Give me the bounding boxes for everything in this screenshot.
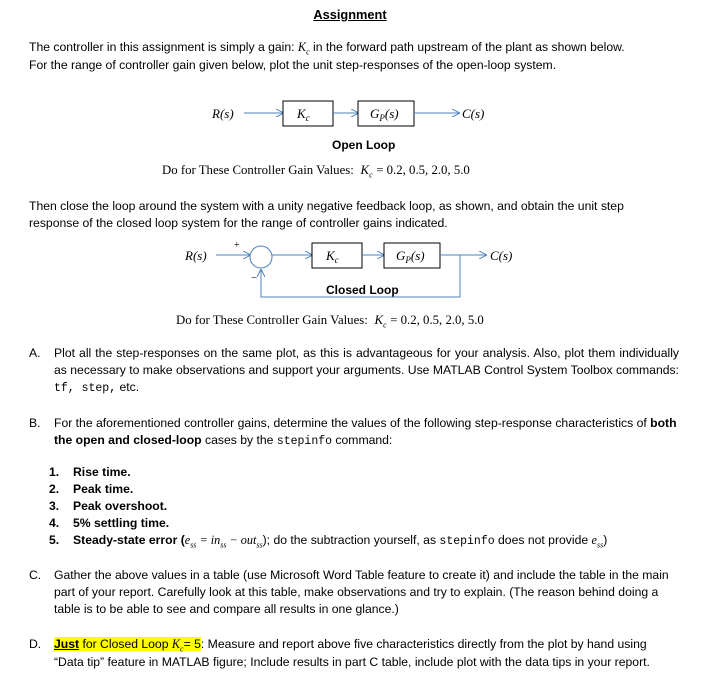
item-d — [29, 636, 679, 671]
closed-loop-caption: Closed Loop — [326, 283, 399, 297]
item-a-letter: A. — [29, 346, 41, 360]
kc-symbol: $K_c$ — [297, 40, 310, 57]
list-number: 5. — [49, 533, 60, 547]
item-a — [29, 345, 679, 397]
list-5-body: Steady-state error $(e_{ss} = in_{ss} - out_{ss})$; do the subtraction yourself, as stepinfo does not provide $e_{ss}$) — [73, 533, 608, 550]
item-b-code: stepinfo — [276, 434, 333, 448]
page-title: Assignment — [313, 7, 387, 22]
list-item-5 — [49, 532, 709, 550]
item-d-highlight — [54, 637, 201, 654]
item-d-text: : Measure and report above five characteristics directly from the plot by hand using “Data tip” feature in MATLAB figure; Include results in part C table, include plot with the data tips in your report. — [54, 637, 650, 670]
cl-minus-sign: − — [251, 272, 258, 284]
cl-output-label: C(s) — [490, 248, 513, 263]
list-number: 2. — [49, 482, 60, 496]
list-text: 5% settling time. — [73, 516, 170, 530]
item-b-text-c: command: — [332, 432, 393, 447]
list-number: 4. — [49, 516, 60, 530]
intro-paragraph — [29, 39, 679, 74]
cl-gain-label: Do for These Controller Gain Values: — [176, 313, 368, 327]
list-number: 3. — [49, 499, 60, 513]
ess-formula: $e_{ss} = in_{ss} - out_{ss}$ — [184, 533, 263, 550]
closed-intro-b: response of the closed loop system for the range of controller gains indicated. — [29, 215, 448, 230]
cl-plant-label: $G_P(s)$ — [396, 248, 425, 265]
list-5-b: ); do the subtraction yourself, as — [262, 533, 440, 547]
list-text: Peak overshoot. — [73, 499, 168, 513]
list-5-c: does not provide — [494, 533, 592, 547]
list-text: Rise time. — [73, 465, 131, 479]
closed-loop-diagram — [0, 236, 722, 316]
item-c-letter: C. — [29, 568, 42, 582]
item-b — [29, 415, 679, 450]
item-d-hl-text: for Closed Loop — [79, 637, 172, 651]
closed-intro-a: Then close the loop around the system with a unity negative feedback loop, as shown, and obtain the unit step — [29, 199, 624, 213]
ess-symbol: $e_{ss}$ — [591, 533, 604, 550]
item-a-body — [54, 345, 679, 397]
item-d-kc: $K_c$ — [171, 637, 184, 654]
item-a-code: tf, step, — [54, 381, 117, 395]
summing-junction — [250, 246, 272, 268]
list-text: Peak time. — [73, 482, 134, 496]
list-item — [49, 481, 709, 498]
ol-output-label: C(s) — [462, 106, 485, 121]
item-d-kc-value: = 5 — [183, 637, 201, 651]
list-5-code: stepinfo — [439, 535, 495, 548]
intro-text-b: in the forward path upstream of the plant as shown below. — [309, 40, 625, 54]
list-5-a: Steady-state error ( — [73, 533, 185, 547]
item-d-just: Just — [54, 637, 80, 651]
list-number: 1. — [49, 465, 60, 479]
closed-intro-paragraph — [29, 198, 679, 232]
list-item — [49, 515, 709, 532]
cl-kc-symbol: $K_c$ — [371, 313, 387, 330]
ol-gain-label: Do for These Controller Gain Values: — [162, 163, 354, 177]
cl-gain-values: = 0.2, 0.5, 2.0, 5.0 — [390, 313, 484, 327]
cl-plus-sign: + — [234, 240, 240, 251]
ol-input-label: R(s) — [212, 106, 234, 121]
ol-gain-values: = 0.2, 0.5, 2.0, 5.0 — [376, 163, 470, 177]
closed-loop-gain-line — [176, 311, 484, 331]
item-d-letter: D. — [29, 637, 42, 651]
list-item — [49, 464, 709, 481]
open-loop-caption: Open Loop — [332, 138, 396, 152]
open-loop-gain-line — [162, 161, 470, 181]
item-b-bold: both the open and closed-loop — [54, 416, 677, 447]
item-b-text-b: cases by the — [201, 432, 277, 447]
item-c-body: Gather the above values in a table (use Microsoft Word Table feature to create it) and include the table in the main part of your report. Carefully look at this table, make observations and try to explain. (The reason behind doing a table is to be able to see and compare all results in one glance.) — [54, 568, 669, 616]
item-a-tail: etc. — [116, 379, 140, 394]
list-item — [49, 498, 709, 515]
item-d-body — [54, 636, 679, 671]
ol-controller-label: $K_c$ — [297, 106, 310, 123]
ol-kc-symbol: $K_c$ — [357, 163, 373, 180]
ol-plant-label: $G_P(s)$ — [370, 106, 399, 123]
cl-input-label: R(s) — [185, 248, 207, 263]
item-b-text-a: For the aforementioned controller gains, determine the values of the following step-response characteristics of — [54, 416, 651, 430]
item-b-letter: B. — [29, 416, 41, 430]
item-b-body — [54, 415, 679, 450]
item-a-text: Plot all the step-responses on the same plot, as this is advantageous for your analysis. Also, plot them individually as necessary to make observations and support your arguments. Use MATLAB Control System Toolbox commands: — [54, 346, 679, 377]
item-c — [29, 567, 679, 617]
intro-text-c: For the range of controller gain given below, plot the unit step-responses of the open-loop system. — [29, 58, 557, 73]
intro-text-a: The controller in this assignment is simply a gain: — [29, 40, 298, 54]
cl-controller-label: $K_c$ — [326, 248, 339, 265]
